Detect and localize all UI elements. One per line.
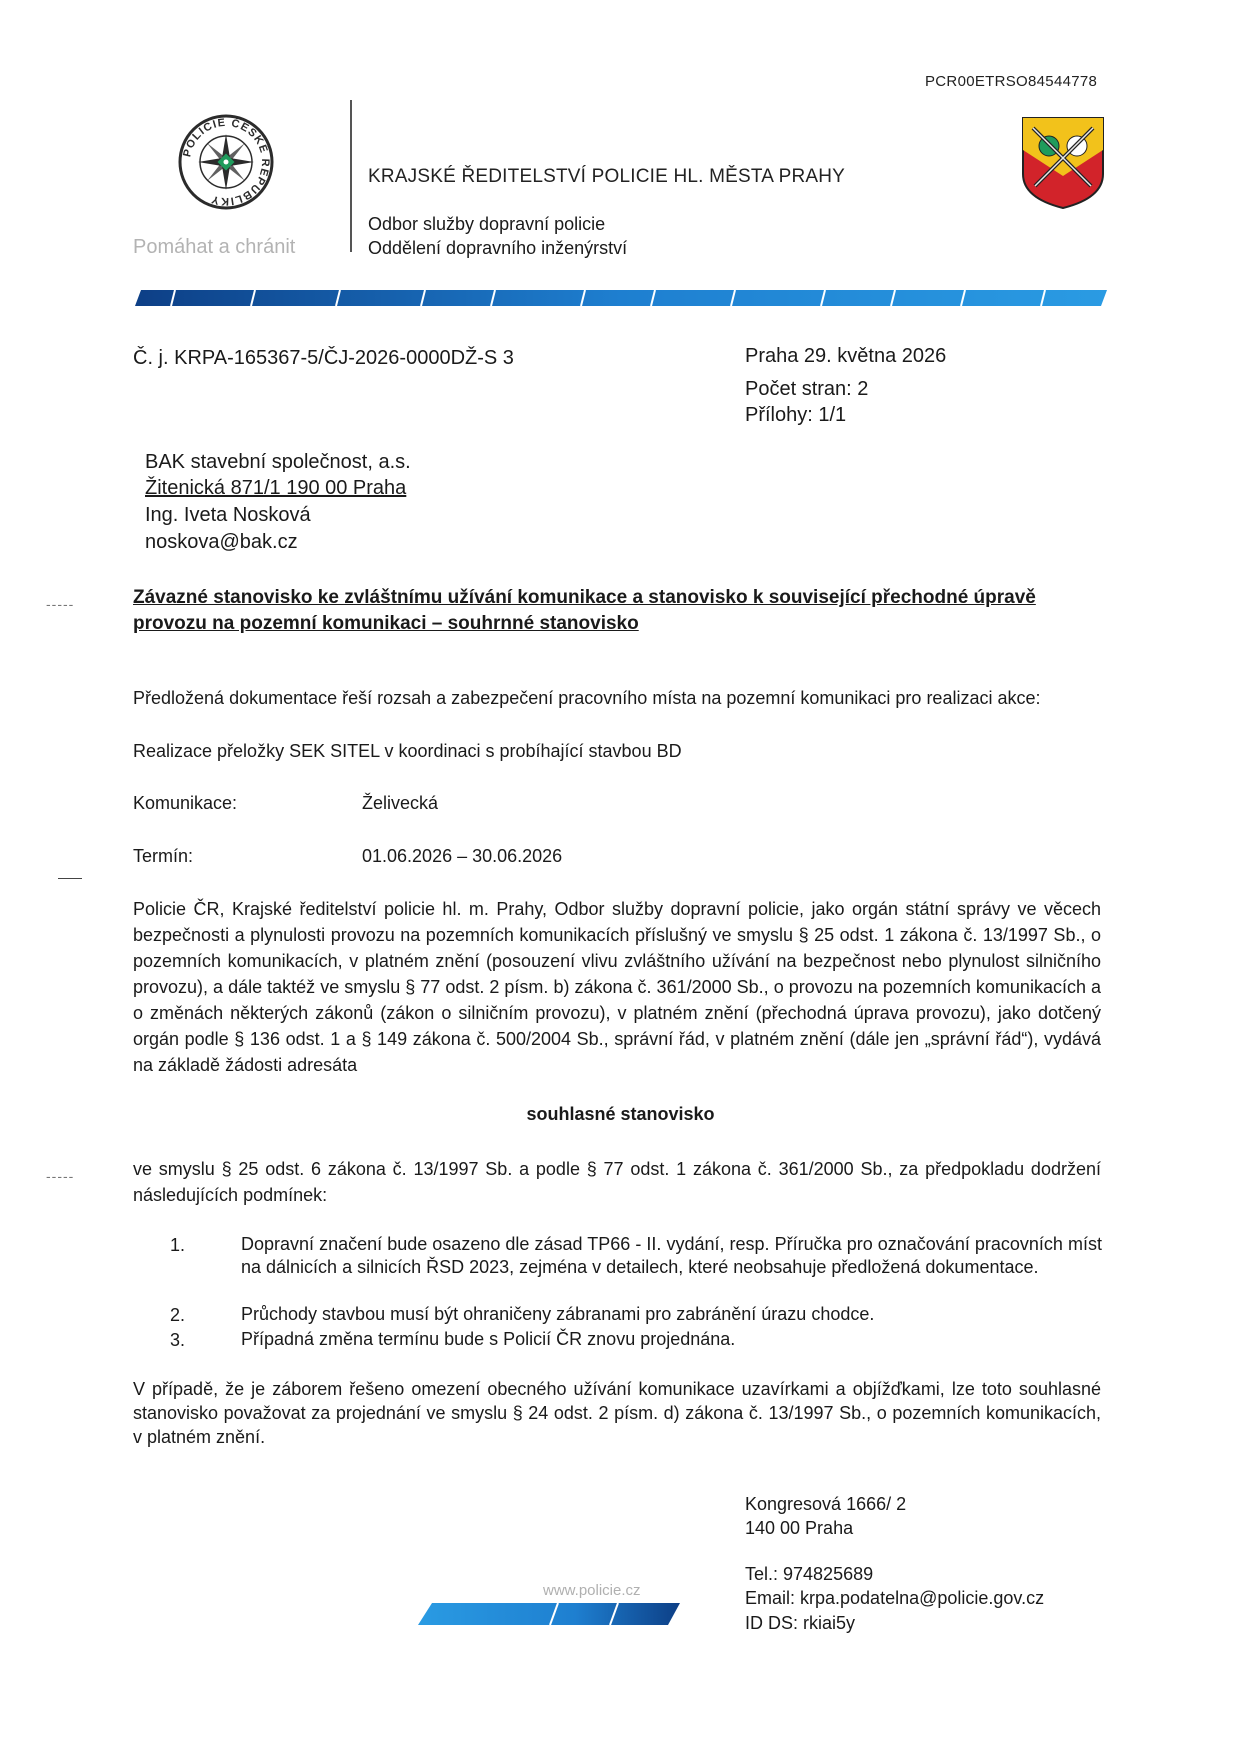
road-label: Komunikace: [133,793,238,813]
department-name: Odbor služby dopravní policie [368,214,606,234]
margin-line [58,878,82,879]
website-link[interactable]: www.policie.cz [543,1582,641,1599]
logo-ring-text: POLICIE ČESKÉ REPUBLIKY [181,116,272,208]
attachments-count: Přílohy: 1/1 [745,404,847,426]
footer-city: 140 00 Praha [745,1518,854,1538]
footer-data-box: ID DS: rkiai5y [745,1613,856,1633]
recipient-email: noskova@bak.cz [145,531,298,553]
recipient-company: BAK stavební společnost, a.s. [145,451,411,473]
document-date: Praha 29. května 2026 [745,345,947,367]
footer-street: Kongresová 1666/ 2 [745,1494,907,1514]
approval-heading: souhlasné stanovisko [526,1104,715,1124]
footer-email: Email: krpa.podatelna@policie.gov.cz [745,1588,1045,1608]
recipient-address: Žitenická 871/1 190 00 Praha [145,477,407,499]
subject-heading: Závazné stanovisko ke zvláštnímu užívání komunikace a stanovisko k související přechodné úpravě provozu na pozemní komunikaci – souhrnné stanovisko [133,587,1036,634]
condition-number: 3. [170,1330,186,1350]
section-name: Oddělení dopravního inženýrství [368,238,628,258]
conditions-intro: ve smyslu § 25 odst. 6 zákona č. 13/1997 Sb. a podle § 77 odst. 1 zákona č. 361/2000 Sb., za předpokladu dodržení následujících podmínek: [133,1159,1101,1205]
recipient-person: Ing. Iveta Nosková [145,504,311,526]
road-value: Želivecká [362,793,439,813]
condition-text: Průchody stavbou musí být ohraničeny zábranami pro zabránění úrazu chodce. [241,1304,875,1324]
closing-paragraph: V případě, že je záborem řešeno omezení obecného užívání komunikace uzavírkami a objížďkami, lze toto souhlasné stanovisko považovat za projednání ve smyslu § 24 odst. 2 písm. d) zákona č. 13/1997 Sb., o pozemních komunikacích, v platném znění. [133,1379,1101,1447]
police-star-seal-icon [176,112,276,212]
term-value: 01.06.2026 – 30.06.2026 [362,846,563,866]
page-count: Počet stran: 2 [745,378,869,400]
condition-text: Případná změna termínu bude s Policií ČR znovu projednána. [241,1329,736,1349]
condition-text: Dopravní značení bude osazeno dle zásad TP66 - II. vydání, resp. Příručka pro označování pracovních míst na dálnicích a silnicích ŘSD 2023, zejména v detailech, které neobsahuje předložená dokumentace. [241,1234,1102,1277]
prague-coat-of-arms-icon [1021,116,1105,210]
organization-name: KRAJSKÉ ŘEDITELSTVÍ POLICIE HL. MĚSTA PRAHY [368,166,846,187]
header-divider [350,100,352,252]
term-label: Termín: [133,846,194,866]
footer-stripe [418,1603,680,1625]
intro-paragraph: Předložená dokumentace řeší rozsah a zabezpečení pracovního místa na pozemní komunikaci pro realizaci akce: [133,688,1041,708]
condition-number: 2. [170,1305,186,1325]
document-id: PCR00ETRSO84544778 [925,73,1098,90]
footer-phone: Tel.: 974825689 [745,1564,874,1584]
tagline: Pomáhat a chránit [133,236,296,258]
margin-mark: ----- [46,596,75,612]
header-stripe [135,290,1107,306]
condition-number: 1. [170,1235,186,1255]
authority-paragraph: Policie ČR, Krajské ředitelství policie hl. m. Prahy, Odbor služby dopravní policie, jako orgán státní správy ve věcech bezpečnosti a plynulosti provozu na pozemních komunikacích příslušný ve smyslu § 25 odst. 1 zákona č. 13/1997 Sb., o pozemních komunikacích, v platném znění (posouzení vlivu zvláštního užívání na bezpečnost nebo plynulost silničního provozu), a dále taktéž ve smyslu § 77 odst. 2 písm. b) zákona č. 361/2000 Sb., o provozu na pozemních komunikacích a o změnách některých zákonů (zákon o silničním provozu), v platném znění (přechodná úprava provozu), jako dotčený orgán podle § 136 odst. 1 a § 149 zákona č. 500/2004 Sb., správní řád, v platném znění (dále jen „správní řád“), vydává na základě žádosti adresáta [133,899,1101,1075]
margin-mark: ----- [46,1168,75,1184]
reference-number: Č. j. KRPA-165367-5/ČJ-2026-0000DŽ-S 3 [133,347,514,369]
action-name: Realizace přeložky SEK SITEL v koordinaci s probíhající stavbou BD [133,741,682,761]
